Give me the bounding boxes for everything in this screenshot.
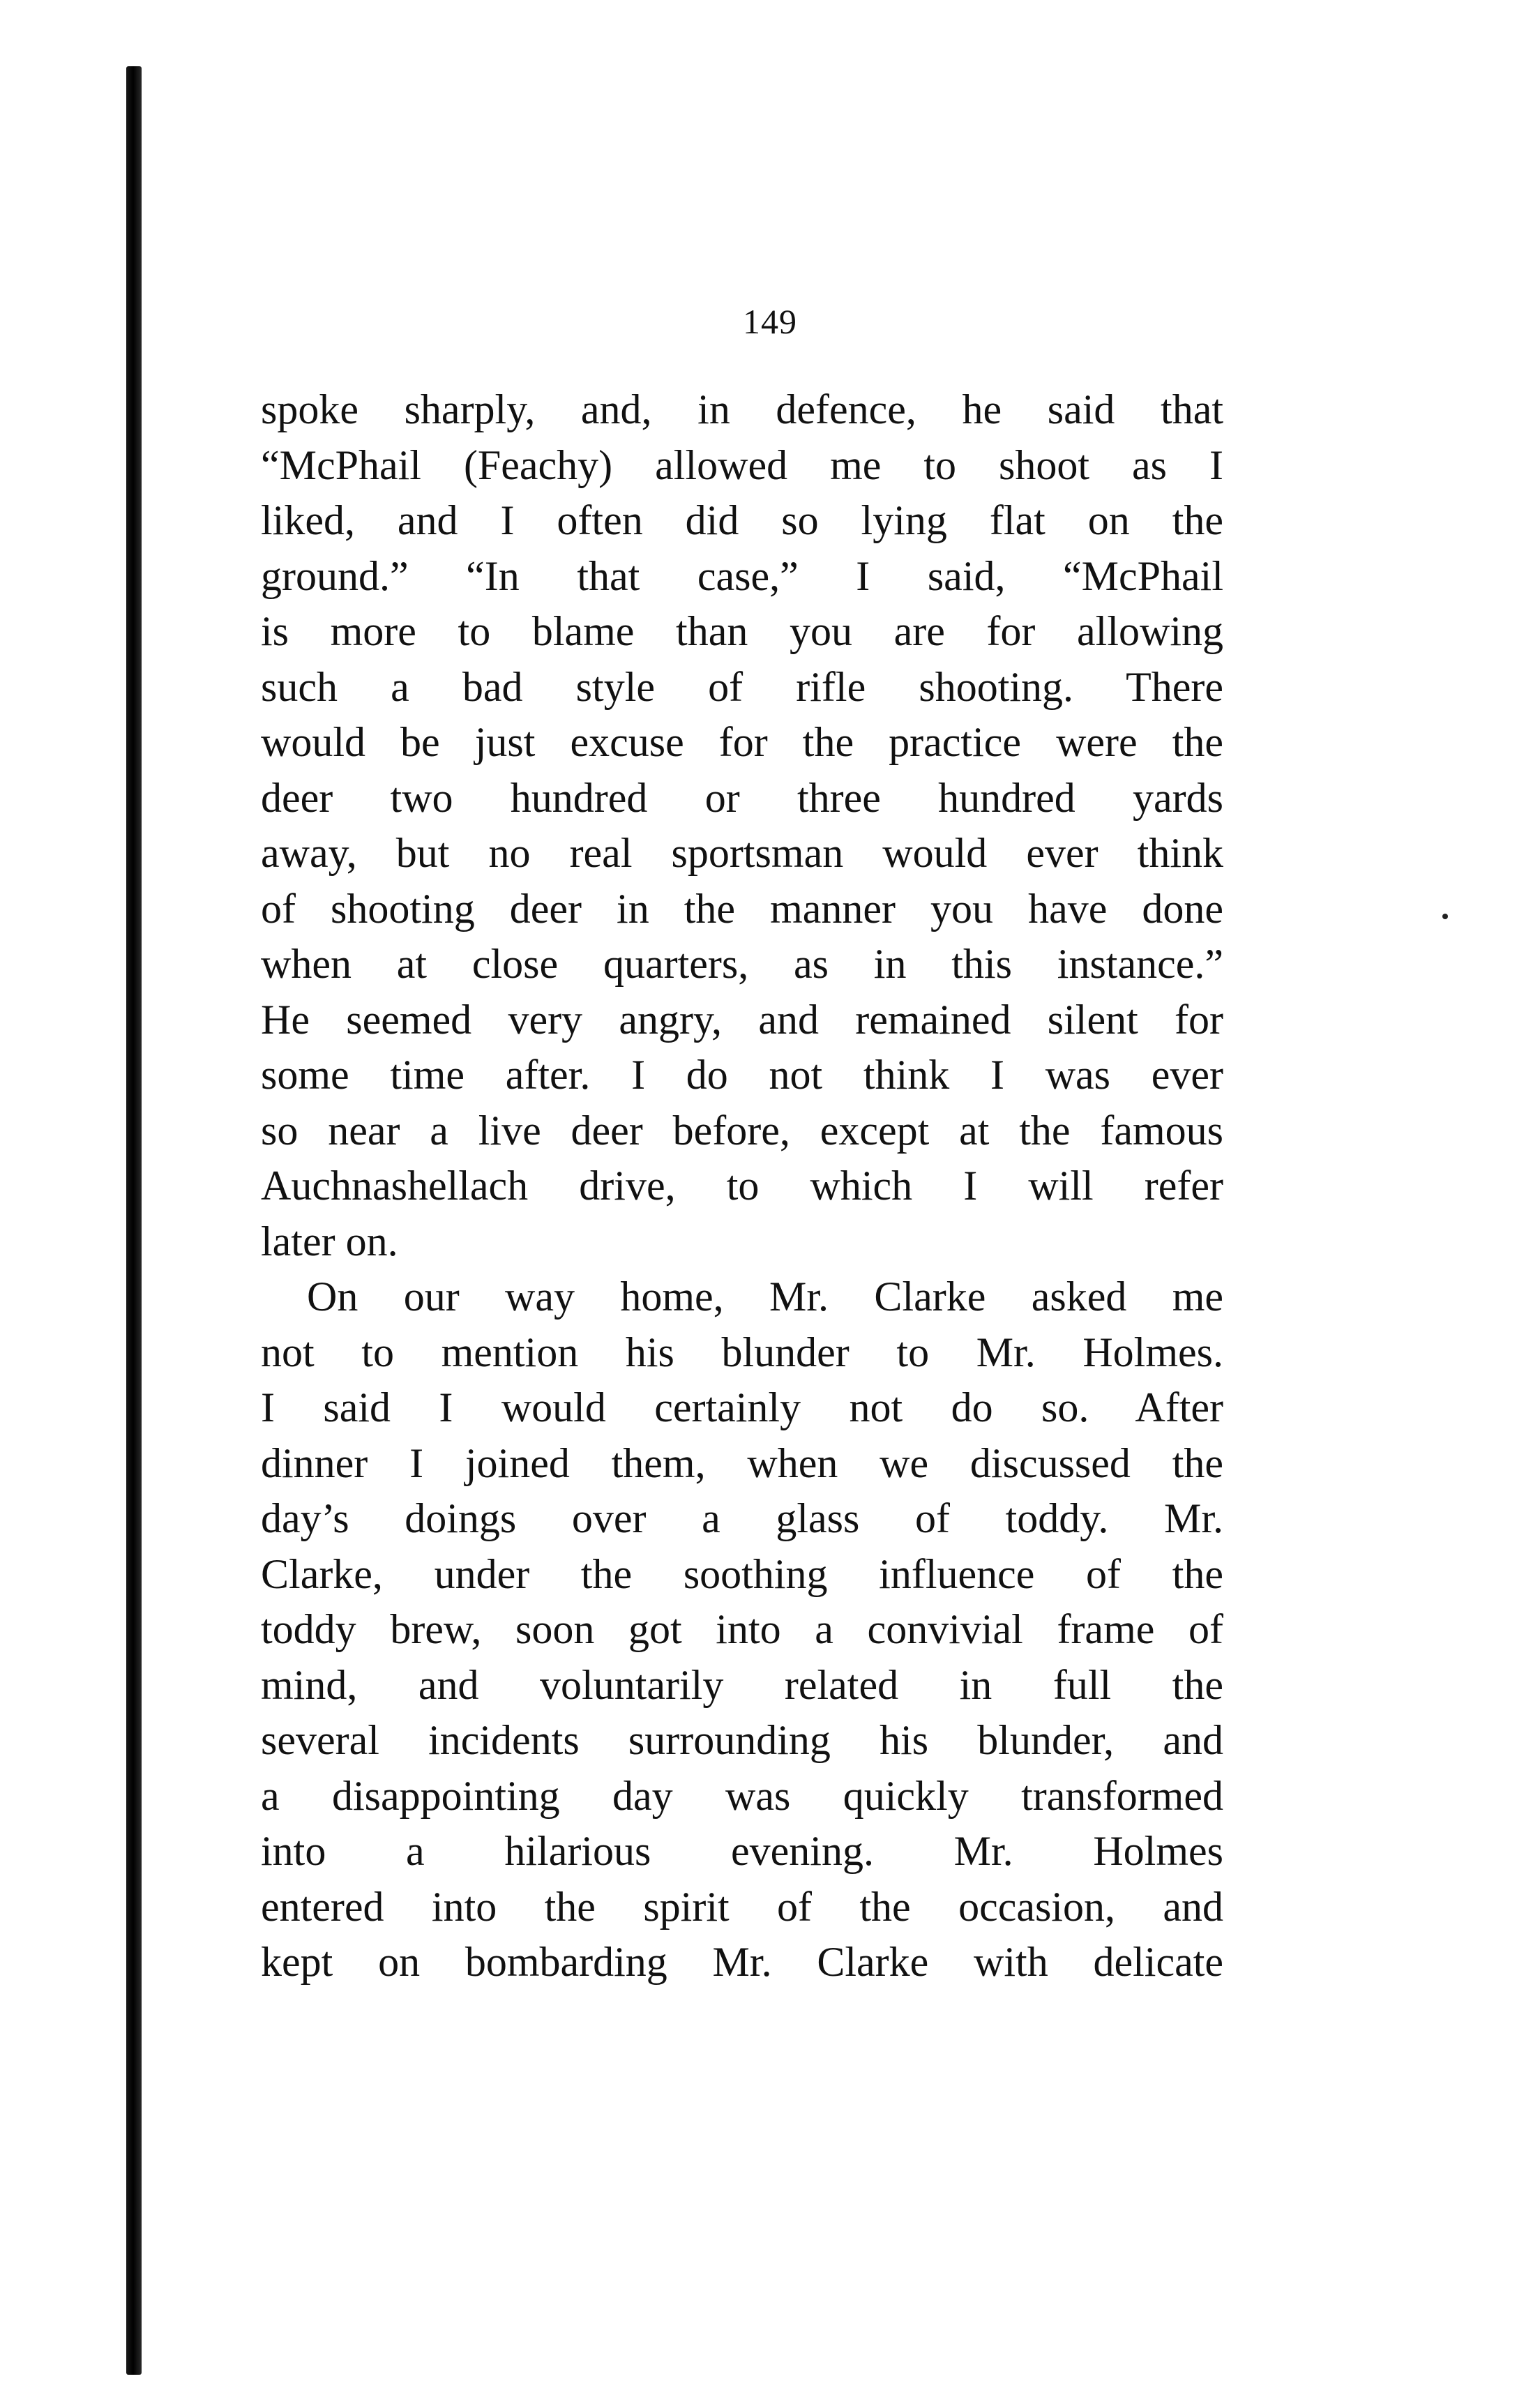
text-line: entered into the spirit of the occasion, and <box>261 1883 1223 1930</box>
text-line: would be just excuse for the practice were the <box>261 719 1223 765</box>
text-line: liked, and I often did so lying flat on the <box>261 497 1223 543</box>
text-line: is more to blame than you are for allowing <box>261 608 1223 654</box>
text-line: a disappointing day was quickly transformed <box>261 1772 1223 1819</box>
text-line: such a bad style of rifle shooting. There <box>261 663 1223 710</box>
text-line: He seemed very angry, and remained silent for <box>261 996 1223 1043</box>
text-line: On our way home, Mr. Clarke asked me <box>307 1274 1223 1320</box>
text-line: Clarke, under the soothing influence of the <box>261 1550 1223 1597</box>
text-line: so near a live deer before, except at the famous <box>261 1107 1223 1154</box>
text-line: kept on bombarding Mr. Clarke with delicate <box>261 1939 1223 1985</box>
text-line: ground.” “In that case,” I said, “McPhail <box>261 552 1223 599</box>
text-line: not to mention his blunder to Mr. Holmes. <box>261 1329 1223 1375</box>
text-line: some time after. I do not think I was ever <box>261 1052 1223 1098</box>
text-line: I said I would certainly not do so. After <box>261 1384 1223 1430</box>
text-line: “McPhail (Feachy) allowed me to shoot as I <box>261 441 1223 488</box>
text-line: Auchnashellach drive, to which I will refer <box>261 1163 1223 1209</box>
text-line: day’s doings over a glass of toddy. Mr. <box>261 1495 1223 1541</box>
text-line: into a hilarious evening. Mr. Holmes <box>261 1828 1223 1874</box>
text-line: away, but no real sportsman would ever think <box>261 830 1223 876</box>
body-text <box>261 382 1223 1990</box>
text-line: deer two hundred or three hundred yards <box>261 774 1223 821</box>
text-line: of shooting deer in the manner you have done <box>261 885 1223 932</box>
text-line: toddy brew, soon got into a convivial frame of <box>261 1606 1223 1652</box>
text-line: dinner I joined them, when we discussed the <box>261 1439 1223 1486</box>
text-line: several incidents surrounding his blunder, and <box>261 1717 1223 1763</box>
page-number: 149 <box>743 302 797 341</box>
print-speck <box>1442 914 1448 919</box>
text-line: mind, and voluntarily related in full the <box>261 1661 1223 1708</box>
text-line: spoke sharply, and, in defence, he said that <box>261 386 1223 432</box>
text-line: later on. <box>261 1218 398 1264</box>
text-line: when at close quarters, as in this instance.” <box>261 941 1223 987</box>
page-binding-edge <box>126 66 142 2375</box>
